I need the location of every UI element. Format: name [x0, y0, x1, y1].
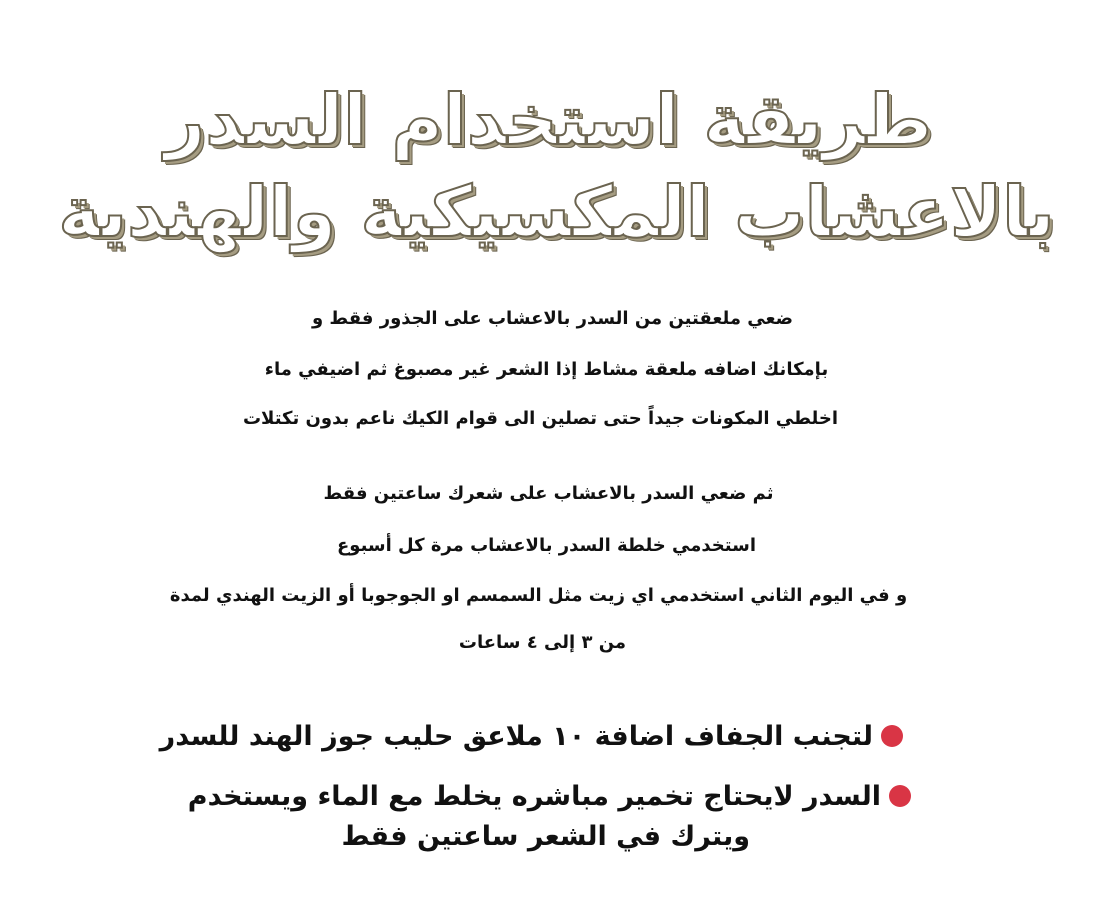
- instruction-line: و في اليوم الثاني استخدمي اي زيت مثل السمسم او الجوجوبا أو الزيت الهندي لمدة: [169, 585, 908, 606]
- title-line-1: طريقة استخدام السدر: [164, 79, 933, 161]
- instruction-line: من ٣ إلى ٤ ساعات: [458, 632, 627, 653]
- bullet-dot-icon: [889, 785, 911, 807]
- instruction-line: ثم ضعي السدر بالاعشاب على شعرك ساعتين فقط: [323, 483, 774, 504]
- tip-text-2-continued: ويترك في الشعر ساعتين فقط: [341, 821, 750, 852]
- title-line-2: بالاعشاب المكسيكية والهندية: [58, 171, 1055, 253]
- tip-item-2: [188, 778, 911, 816]
- instruction-line: استخدمي خلطة السدر بالاعشاب مرة كل أسبوع: [336, 535, 756, 556]
- instruction-line: بإمكانك اضافه ملعقة مشاط إذا الشعر غير مصبوغ ثم اضيفي ماء: [264, 359, 829, 380]
- instruction-line: اخلطي المكونات جيداً حتى تصلين الى قوام الكيك ناعم بدون تكتلات: [242, 408, 839, 429]
- bullet-dot-icon: [881, 725, 903, 747]
- tip-item-1: [160, 718, 903, 756]
- instruction-line: ضعي ملعقتين من السدر بالاعشاب على الجذور فقط و: [311, 308, 794, 329]
- tip-text-2: السدر لايحتاج تخمير مباشره يخلط مع الماء ويستخدم: [187, 781, 881, 812]
- tip-text-1: لتجنب الجفاف اضافة ١٠ ملاعق حليب جوز الهند للسدر: [159, 721, 873, 752]
